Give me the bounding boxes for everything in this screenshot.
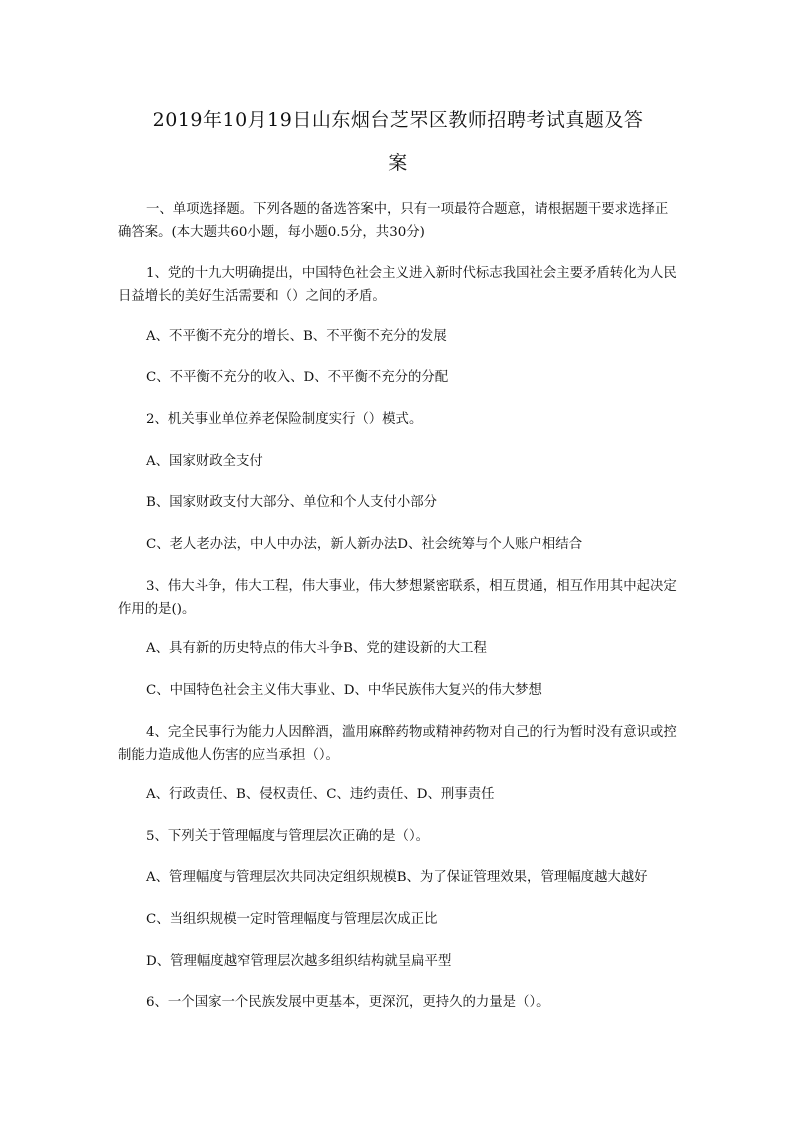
question-2: 2、机关事业单位养老保险制度实行（）模式。 [146, 412, 423, 427]
document-title-line-2: 案 [388, 152, 408, 174]
question-2-options-cd: C、老人老办法，中人中办法，新人新办法D、社会统筹与个人账户相结合 [146, 537, 583, 552]
question-2-option-a: A、国家财政全支付 [146, 454, 263, 469]
document-title-line-1: 2019年10月19日山东烟台芝罘区教师招聘考试真题及答 [152, 109, 644, 131]
question-4: 4、完全民事行为能力人因醉酒，滥用麻醉药物或精神药物对自己的行为暂时没有意识或控制能力造成他人伤害的应当承担（）。 [118, 725, 677, 763]
question-3: 3、伟大斗争，伟大工程，伟大事业，伟大梦想紧密联系，相互贯通，相互作用其中起决定作用的是()。 [118, 579, 677, 617]
question-5: 5、下列关于管理幅度与管理层次正确的是（）。 [146, 829, 430, 844]
question-3-options-cd: C、中国特色社会主义伟大事业、D、中华民族伟大复兴的伟大梦想 [146, 683, 542, 698]
question-5-option-d: D、管理幅度越窄管理层次越多组织结构就呈扁平型 [146, 954, 452, 969]
question-5-option-c: C、当组织规模一定时管理幅度与管理层次成正比 [146, 912, 438, 927]
question-5-options-ab: A、管理幅度与管理层次共同决定组织规模B、为了保证管理效果，管理幅度越大越好 [146, 870, 648, 885]
question-1-options-ab: A、不平衡不充分的增长、B、不平衡不充分的发展 [146, 329, 447, 344]
question-3-options-ab: A、具有新的历史特点的伟大斗争B、党的建设新的大工程 [146, 641, 487, 656]
question-2-option-b: B、国家财政支付大部分、单位和个人支付小部分 [146, 495, 438, 510]
question-4-options: A、行政责任、B、侵权责任、C、违约责任、D、刑事责任 [146, 787, 495, 802]
question-1: 1、党的十九大明确提出，中国特色社会主义进入新时代标志我国社会主要矛盾转化为人民日益增长的美好生活需要和（）之间的矛盾。 [118, 266, 677, 304]
question-1-options-cd: C、不平衡不充分的收入、D、不平衡不充分的分配 [146, 370, 449, 385]
section-instructions: 一、单项选择题。下列各题的备选答案中，只有一项最符合题意，请根据题干要求选择正确答案。(本大题共60小题，每小题0.5分，共30分) [118, 202, 669, 240]
question-6: 6、一个国家一个民族发展中更基本，更深沉，更持久的力量是（）。 [146, 995, 550, 1010]
